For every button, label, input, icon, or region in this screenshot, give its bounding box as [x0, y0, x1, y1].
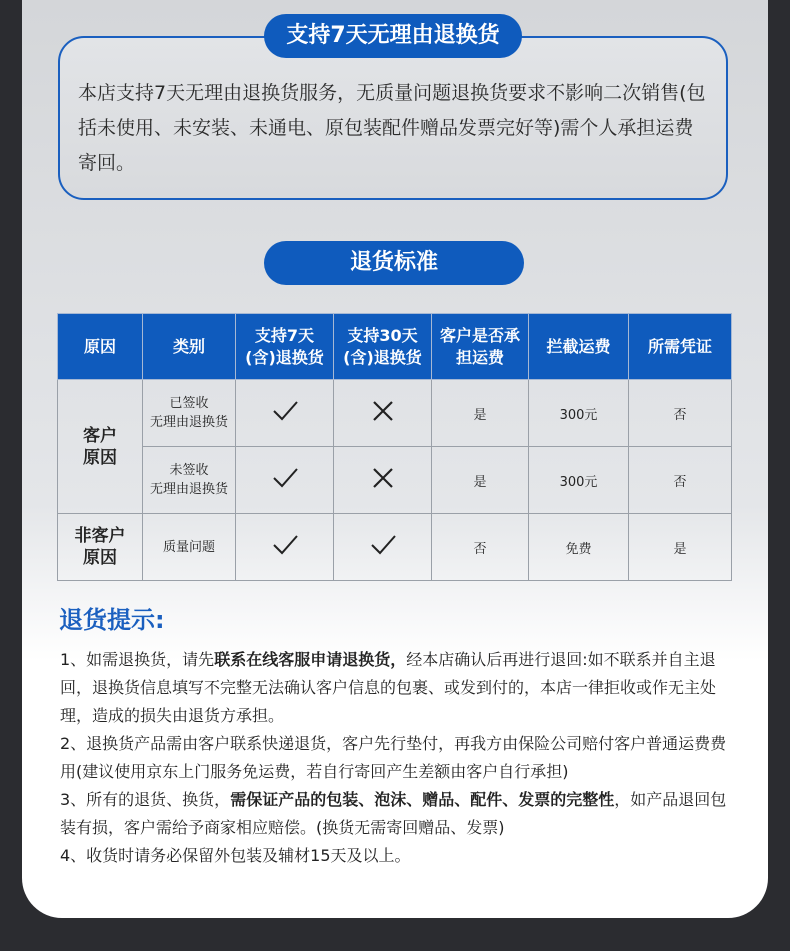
category-line1: 已签收	[169, 396, 209, 411]
voucher-cell: 否	[629, 447, 732, 514]
category-line1: 未签收	[169, 463, 209, 478]
tips-title: 退货提示:	[59, 606, 165, 634]
intercept-fee-cell: 300元	[529, 380, 629, 447]
reason-cell-customer	[58, 380, 143, 514]
tip-3	[60, 786, 730, 842]
tip-4: 4、收货时请务必保留外包装及辅材15天及以上。	[60, 846, 411, 865]
table-row	[58, 514, 732, 581]
thirty-day-cell	[334, 447, 432, 514]
header-thirty-day-text: 支持30天(含)退换货	[343, 325, 422, 367]
header-customer-pays-text: 客户是否承担运费	[440, 325, 521, 367]
thirty-day-cell	[334, 514, 432, 581]
notice-title-pill: 支持7天无理由退换货	[264, 14, 522, 58]
customer-pays-cell: 是	[432, 380, 529, 447]
standard-title-pill: 退货标准	[264, 241, 524, 285]
tip-1-c: 经本店确认后再进行退回:如不联系并自主退回，退换货信息填写不完整无法确认客户信息的包裹、或发到付的，本店一律拒收或作无主处理，造成的损失由退货方承担。	[60, 650, 717, 725]
category-cell	[143, 447, 236, 514]
return-standard-table	[57, 313, 732, 581]
header-voucher: 所需凭证	[629, 314, 732, 380]
reason-cell-non-customer	[58, 514, 143, 581]
intercept-fee-cell: 300元	[529, 447, 629, 514]
reason-non-customer-text: 非客户原因	[74, 526, 126, 568]
voucher-cell: 是	[629, 514, 732, 581]
cross-icon	[369, 464, 397, 492]
header-thirty-day	[334, 314, 432, 380]
cross-icon	[369, 397, 397, 425]
thirty-day-cell	[334, 380, 432, 447]
category-line2: 无理由退换货	[149, 482, 228, 497]
category-cell	[143, 514, 236, 581]
check-icon	[271, 464, 299, 492]
notice-text: 本店支持7天无理由退换货服务，无质量问题退换货要求不影响二次销售(包括未使用、未安装、未通电、原包装配件赠品发票完好等)需个人承担运费寄回。	[78, 82, 706, 174]
seven-day-cell	[236, 380, 334, 447]
header-reason: 原因	[58, 314, 143, 380]
tip-3-c: ，如产品退回包装有损，客户需给予商家相应赔偿。(换货无需寄回赠品、发票)	[60, 790, 727, 837]
table-row	[58, 380, 732, 447]
voucher-cell: 否	[629, 380, 732, 447]
tips-list	[60, 646, 730, 870]
check-icon	[271, 397, 299, 425]
customer-pays-cell: 是	[432, 447, 529, 514]
header-seven-day-text: 支持7天(含)退换货	[245, 325, 324, 367]
customer-pays-cell: 否	[432, 514, 529, 581]
check-icon	[369, 531, 397, 559]
check-icon	[271, 531, 299, 559]
header-intercept-fee: 拦截运费	[529, 314, 629, 380]
header-seven-day	[236, 314, 334, 380]
seven-day-cell	[236, 514, 334, 581]
intercept-fee-cell: 免费	[529, 514, 629, 581]
tip-1	[60, 646, 730, 730]
header-customer-pays	[432, 314, 529, 380]
tip-3-bold: 需保证产品的包装、泡沫、赠品、配件、发票的完整性	[230, 790, 615, 809]
reason-customer-text: 客户原因	[83, 425, 117, 468]
tip-3-a: 3、所有的退货、换货，	[60, 790, 231, 809]
table-row	[58, 447, 732, 514]
seven-day-cell	[236, 447, 334, 514]
category-line2: 无理由退换货	[149, 415, 228, 430]
tip-1-bold: 联系在线客服申请退换货，	[214, 650, 407, 669]
tip-1-a: 1、如需退换货，请先	[60, 650, 215, 669]
category-line1: 质量问题	[162, 539, 215, 555]
header-category: 类别	[143, 314, 236, 380]
table-header-row	[58, 314, 732, 380]
tip-2: 2、退换货产品需由客户联系快递退货，客户先行垫付，再我方由保险公司赔付客户普通运费费用(建议使用京东上门服务免运费，若自行寄回产生差额由客户自行承担)	[60, 734, 727, 781]
category-cell	[143, 380, 236, 447]
